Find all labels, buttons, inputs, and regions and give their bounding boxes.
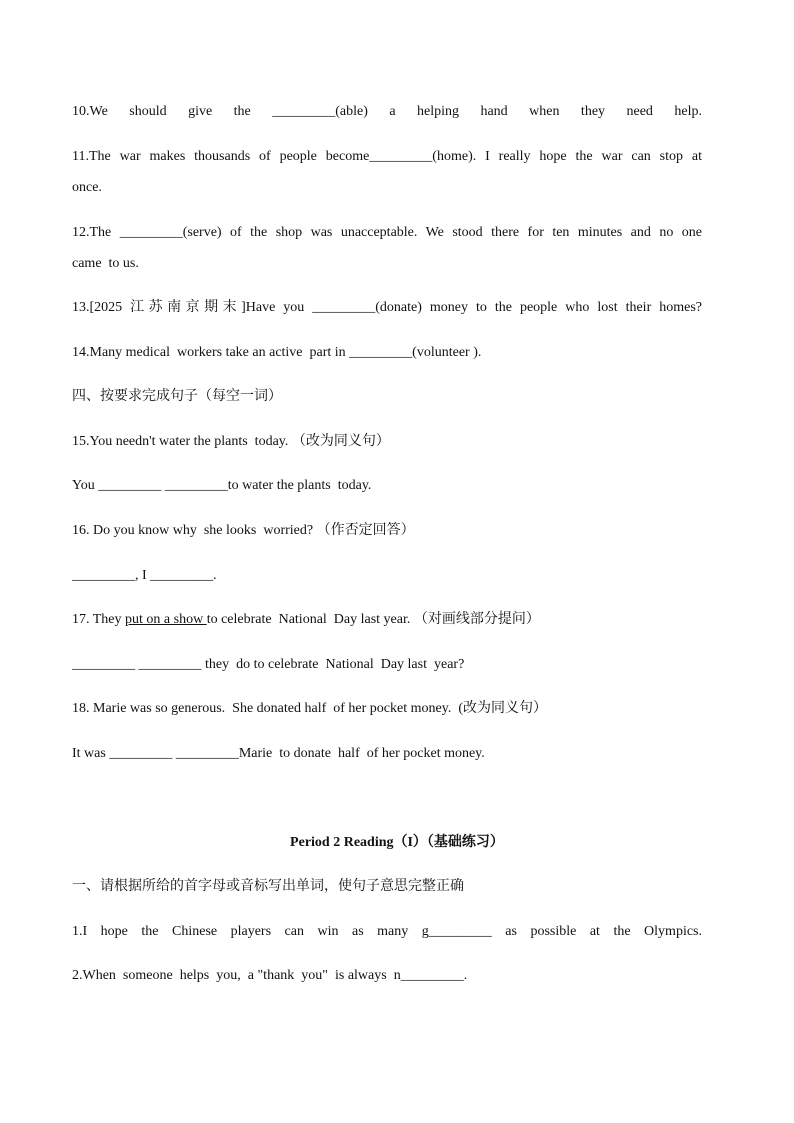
question-11: 11.The war makes thousands of people become_________(home). I really hope the war can stop at xyxy=(72,149,702,164)
question-12-continued: came to us. xyxy=(72,256,139,271)
question-18-answer-line: It was _________ _________Marie to donate half of her pocket money. xyxy=(72,746,485,761)
question-17-answer-line: _________ _________ they do to celebrate National Day last year? xyxy=(72,657,465,672)
question-15-answer-line: You _________ _________to water the plants today. xyxy=(72,478,372,493)
question-10: 10.We should give the _________(able) a helping hand when they need help. xyxy=(72,104,702,119)
question-16-answer-line: _________, I _________. xyxy=(72,568,217,583)
reading-question-2: 2.When someone helps you, a "thank you" is always n_________. xyxy=(72,968,468,983)
question-17: 17. They put on a show to celebrate National Day last year. （对画线部分提问） xyxy=(72,612,540,627)
question-18: 18. Marie was so generous. She donated half of her pocket money. (改为同义句） xyxy=(72,701,547,716)
question-14: 14.Many medical workers take an active part in _________(volunteer ). xyxy=(72,345,482,360)
part-1-heading: 一、请根据所给的首字母或音标写出单词，使句子意思完整正确 xyxy=(72,879,464,894)
question-15: 15.You needn't water the plants today. （改为同义句） xyxy=(72,434,390,449)
section-title: Period 2 Reading（I）（基础练习） xyxy=(290,835,504,850)
section-4-heading: 四、按要求完成句子（每空一词） xyxy=(72,389,282,404)
question-13: 13.[2025 江苏南京期末]Have you _________(donate) money to the people who lost their homes? xyxy=(72,300,702,315)
underlined-phrase: put on a show xyxy=(125,612,207,627)
reading-question-1: 1.I hope the Chinese players can win as many g_________ as possible at the Olympics. xyxy=(72,924,702,939)
question-12: 12.The _________(serve) of the shop was unacceptable. We stood there for ten minutes and no one xyxy=(72,225,702,240)
question-16: 16. Do you know why she looks worried? （作否定回答） xyxy=(72,523,415,538)
question-11-continued: once. xyxy=(72,180,102,195)
